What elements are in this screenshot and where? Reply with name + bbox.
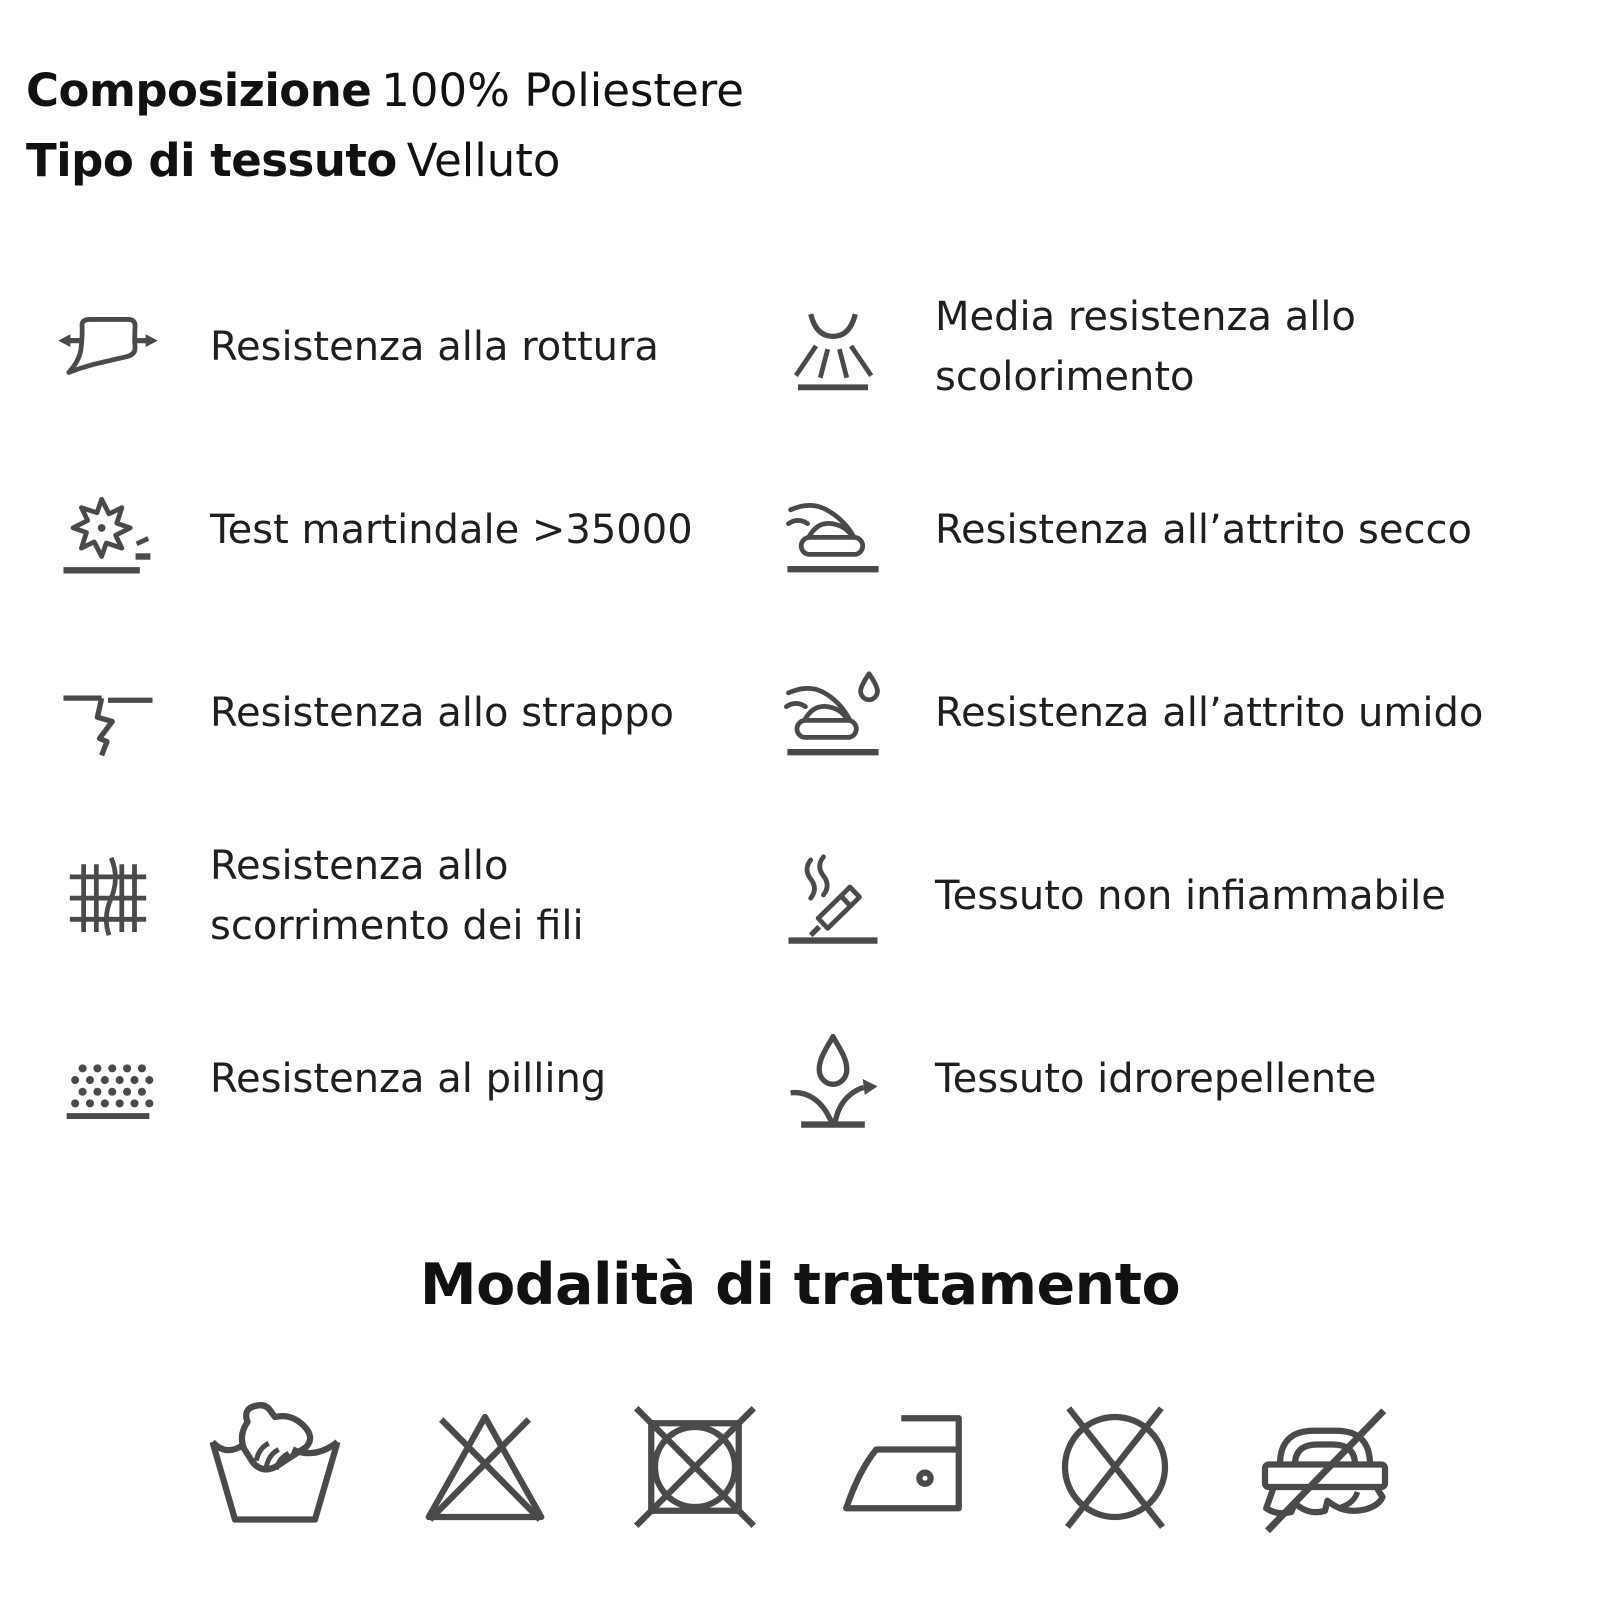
tear-resistance-icon [55, 660, 161, 766]
thread-slippage-icon [55, 843, 161, 949]
property-icon-cell [775, 1026, 890, 1132]
treatment-title: Modalità di trattamento [419, 1251, 1181, 1318]
property-icon-cell [50, 294, 165, 400]
care-symbols-row [0, 1392, 1600, 1542]
property-icon-cell [775, 477, 890, 583]
property-icon-cell [50, 660, 165, 766]
property-label: Resistenza all’attrito secco [935, 507, 1472, 553]
iron-low-temperature-icon [830, 1392, 980, 1542]
property-icon-cell [50, 1026, 165, 1132]
do-not-bleach-icon [410, 1392, 560, 1542]
composition-line [26, 56, 1600, 126]
property-label: Resistenza alla rottura [210, 324, 659, 370]
properties-grid [0, 256, 1600, 1171]
property-label: Tessuto idrorepellente [935, 1056, 1377, 1102]
property-label: Media resistenza allo scolorimento [935, 294, 1356, 400]
composition-header [0, 0, 1600, 196]
property-label: Resistenza allo strappo [210, 690, 674, 736]
property-label: Resistenza al pilling [210, 1056, 607, 1102]
composition-label: Composizione [26, 64, 372, 117]
wet-rub-icon [780, 660, 886, 766]
non-flammable-icon [780, 843, 886, 949]
property-icon-cell [775, 660, 890, 766]
property-label: Test martindale >35000 [210, 507, 693, 553]
hand-wash-icon [200, 1392, 350, 1542]
dry-rub-icon [780, 477, 886, 583]
do-not-brush-icon [1250, 1392, 1400, 1542]
fabric-type-line [26, 126, 1600, 196]
property-label: Tessuto non infiammabile [935, 873, 1446, 919]
property-icon-cell [50, 477, 165, 583]
composition-value: 100% Poliestere [381, 64, 744, 117]
water-repellent-icon [780, 1026, 886, 1132]
break-resistance-icon [55, 294, 161, 400]
pilling-resistance-icon [55, 1026, 161, 1132]
martindale-test-icon [55, 477, 161, 583]
property-icon-cell [50, 843, 165, 949]
property-icon-cell [775, 843, 890, 949]
fabric-type-label: Tipo di tessuto [26, 133, 397, 187]
do-not-dry-clean-icon [1040, 1392, 1190, 1542]
fabric-type-value: Velluto [406, 133, 561, 187]
do-not-tumble-dry-icon [620, 1392, 770, 1542]
property-label: Resistenza all’attrito umido [935, 690, 1484, 736]
colorfastness-icon [780, 294, 886, 400]
property-icon-cell [775, 294, 890, 400]
property-label: Resistenza allo scorrimento dei fili [210, 843, 584, 949]
